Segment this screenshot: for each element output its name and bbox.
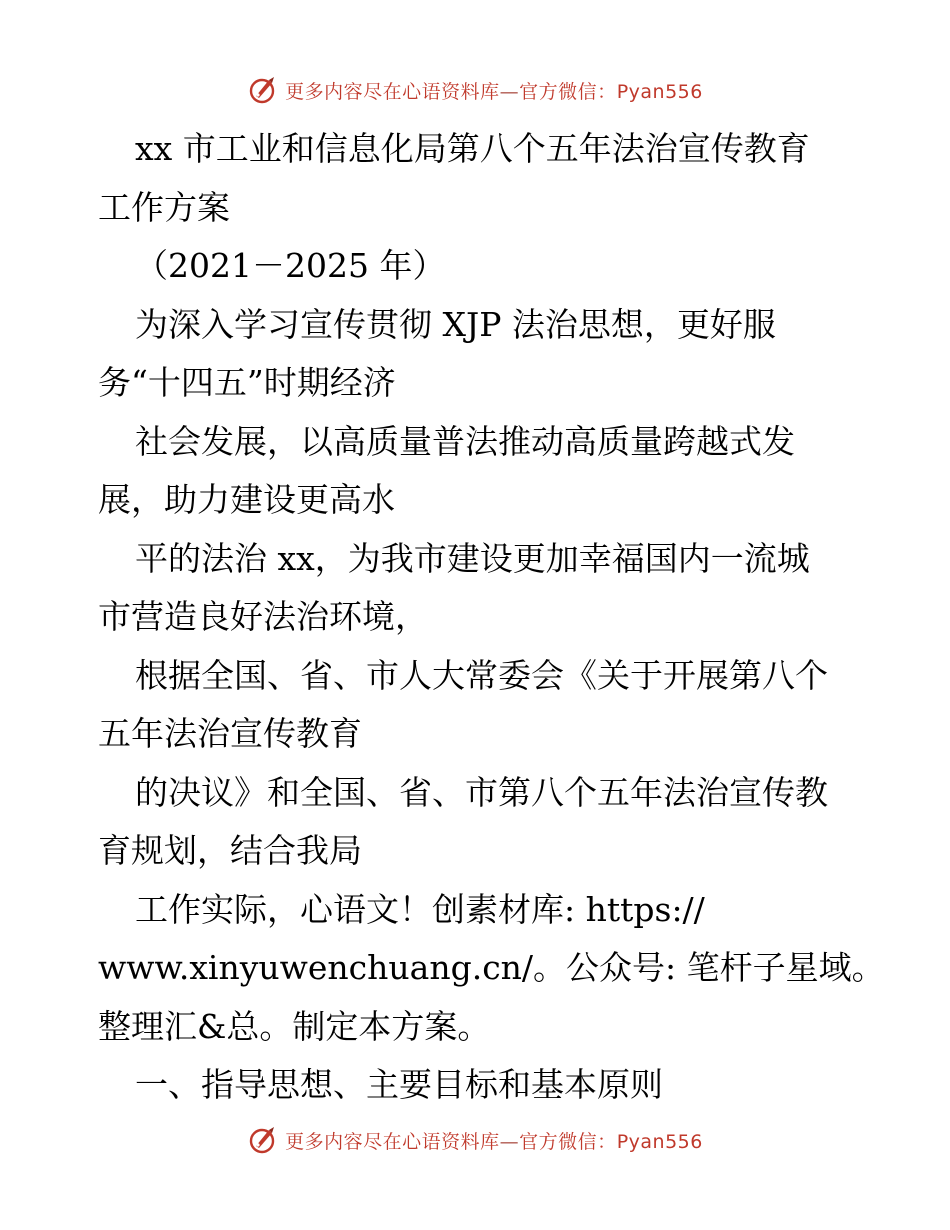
doc-title-line-2: 工作方案: [98, 187, 230, 227]
paragraph-line: 根据全国、省、市人大常委会《关于开展第八个: [135, 655, 828, 695]
header-watermark-banner: [0, 70, 950, 110]
document-body: [98, 120, 898, 1115]
paragraph-line: 平的法治 xx，为我市建设更加幸福国内一流城: [135, 538, 810, 578]
footer-watermark-banner: [0, 1120, 950, 1160]
watermark-official: 官方微信：: [519, 80, 617, 103]
quill-pen-logo-icon: [247, 74, 279, 106]
paragraph-line: 工作实际，心语文！创素材库: https://: [135, 889, 705, 929]
section-heading: 一、指导思想、主要目标和基本原则: [135, 1065, 663, 1104]
watermark-account: Pyan556: [616, 80, 703, 103]
paragraph-line: 的决议》和全国、省、市第八个五年法治宣传教: [135, 772, 828, 812]
watermark-dash: —: [499, 1130, 520, 1153]
watermark-account: Pyan556: [616, 1130, 703, 1153]
quill-pen-logo-icon: [247, 1124, 279, 1156]
paragraph-line: 务“十四五”时期经济: [98, 363, 396, 402]
watermark-dash: —: [499, 80, 520, 103]
watermark-text: [285, 77, 703, 104]
paragraph-line: 展，助力建设更高水: [98, 480, 395, 519]
watermark-text: [285, 1127, 703, 1154]
doc-title-line-1: xx 市工业和信息化局第八个五年法治宣传教育: [135, 129, 810, 168]
paragraph-line: 五年法治宣传教育: [98, 714, 362, 753]
watermark-slogan: 更多内容尽在心语资料库: [285, 1130, 500, 1153]
paragraph-line: www.xinyuwenchuang.cn/。公众号: 笔杆子星域。: [98, 948, 885, 987]
paragraph-line: 整理汇&总。制定本方案。: [98, 1006, 491, 1046]
doc-year-range: （2021－2025 年）: [135, 246, 446, 285]
paragraph-line: 社会发展，以高质量普法推动高质量跨越式发: [135, 421, 795, 461]
paragraph-line: 市营造良好法治环境，: [98, 597, 428, 636]
paragraph-line: 为深入学习宣传贯彻 XJP 法治思想，更好服: [135, 304, 776, 344]
watermark-official: 官方微信：: [519, 1130, 617, 1153]
watermark-slogan: 更多内容尽在心语资料库: [285, 80, 500, 103]
paragraph-line: 育规划，结合我局: [98, 831, 362, 870]
